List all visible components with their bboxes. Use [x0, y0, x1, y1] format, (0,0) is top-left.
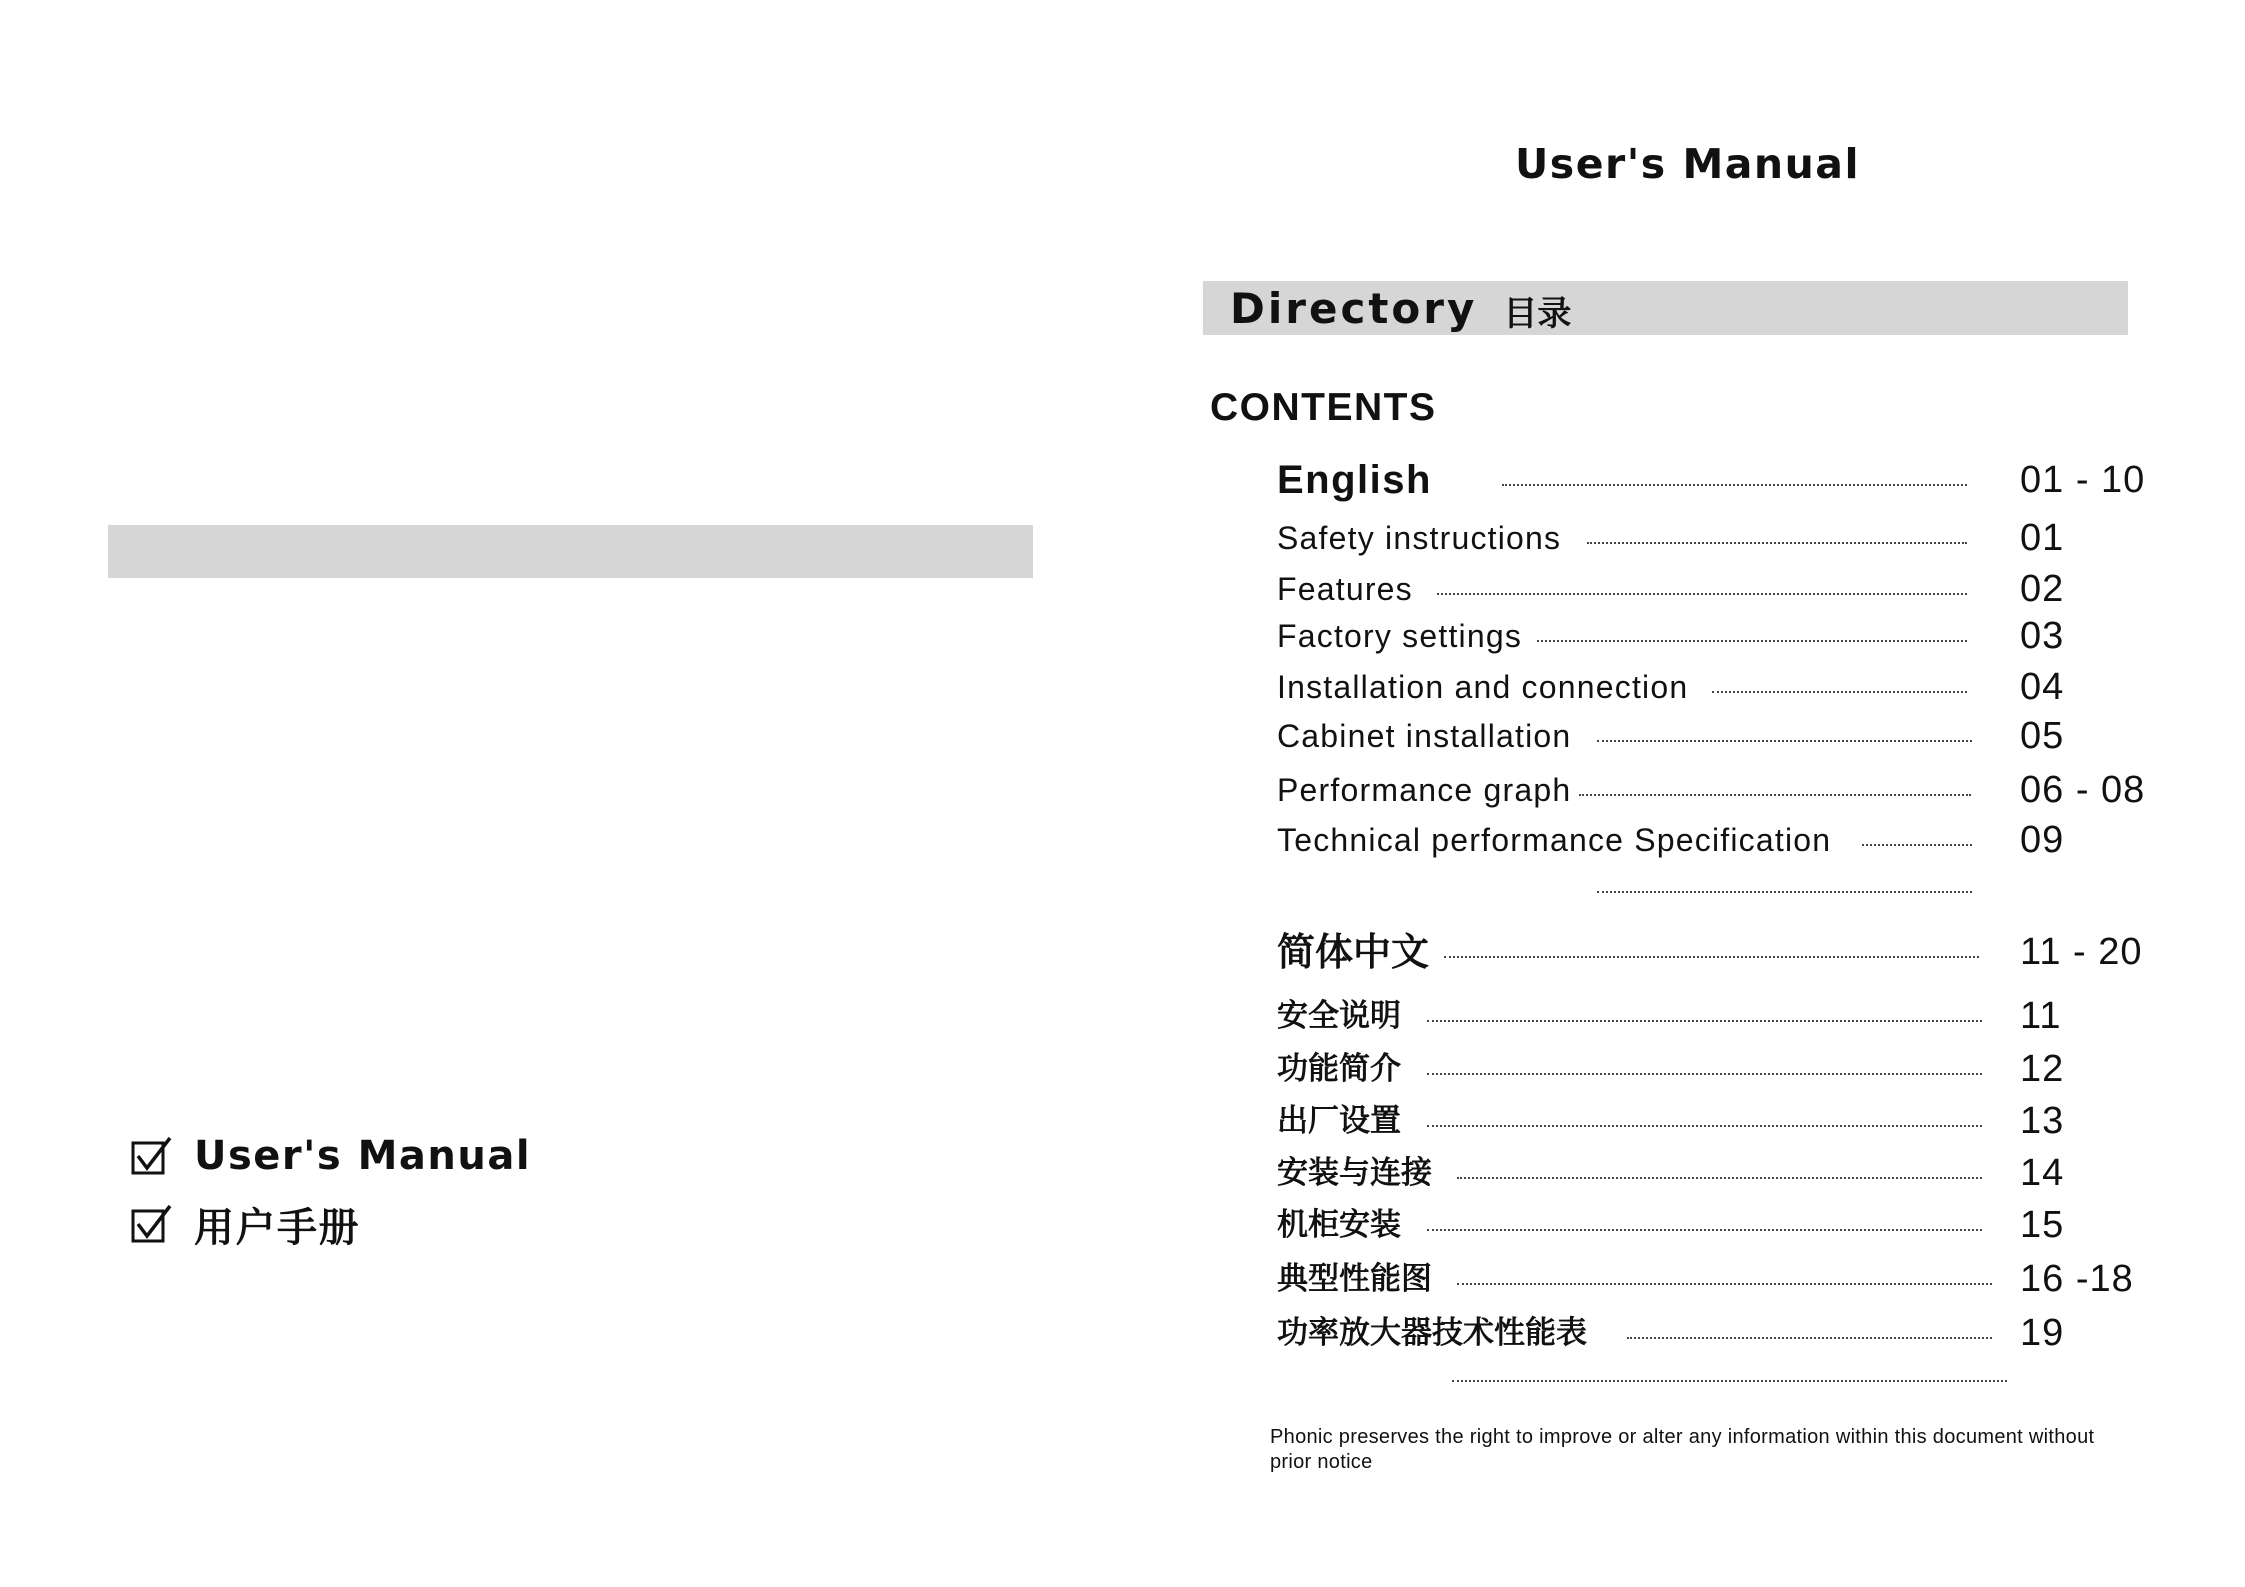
checklist-item-users-manual-zh — [130, 1196, 360, 1252]
toc-title: Performance graph — [1277, 772, 1572, 808]
checklist-label: User's Manual — [194, 1133, 532, 1179]
checkbox-checked-icon — [130, 1202, 174, 1246]
toc-entry-features — [1277, 564, 2157, 614]
toc-page: 12 — [2020, 1048, 2065, 1090]
toc-title: Factory settings — [1277, 618, 1523, 654]
toc-title: Technical performance Specification — [1277, 822, 1832, 858]
toc-entry-cabinet — [1277, 711, 2157, 761]
toc-page: 01 - 10 — [2020, 459, 2146, 501]
dot-leader — [1427, 1125, 1982, 1127]
directory-label-zh: 目录 — [1503, 293, 1572, 334]
checkbox-checked-icon — [130, 1134, 174, 1178]
toc-page: 04 — [2020, 666, 2065, 708]
toc-page: 15 — [2020, 1204, 2065, 1246]
dot-leader — [1862, 844, 1972, 846]
toc-entry-english — [1277, 455, 2157, 505]
dot-leader — [1444, 956, 1979, 958]
toc-page: 01 — [2020, 517, 2065, 559]
toc-entry-zh-factory — [1277, 1096, 2157, 1146]
dot-leader — [1579, 794, 1971, 796]
toc-title: 机柜安装 — [1277, 1207, 1401, 1243]
contents-heading: CONTENTS — [1210, 386, 1437, 429]
toc-entry-performance-graph — [1277, 765, 2157, 815]
disclaimer-notice: Phonic preserves the right to improve or alter any information within this document without prior notice — [1270, 1426, 2095, 1473]
toc-page: 14 — [2020, 1152, 2065, 1194]
toc-title: 简体中文 — [1277, 930, 1430, 974]
dot-leader — [1427, 1020, 1982, 1022]
dot-leader — [1427, 1073, 1982, 1075]
toc-entry-zh-features — [1277, 1044, 2157, 1094]
dot-leader — [1457, 1283, 1992, 1285]
toc-page: 06 - 08 — [2020, 769, 2146, 811]
dot-leader — [1712, 691, 1967, 693]
toc-entry-safety — [1277, 513, 2157, 563]
toc-page: 03 — [2020, 615, 2065, 657]
toc-entry-installation — [1277, 662, 2157, 712]
toc-page: 16 -18 — [2020, 1258, 2134, 1300]
dot-leader — [1597, 891, 1972, 893]
toc-entry-chinese — [1277, 927, 2157, 977]
toc-page: 11 — [2020, 995, 2062, 1037]
dot-leader — [1537, 640, 1967, 642]
toc-title: 典型性能图 — [1277, 1261, 1432, 1297]
toc-entry-zh-performance — [1277, 1254, 2157, 1304]
dot-leader — [1627, 1337, 1992, 1339]
toc-page: 09 — [2020, 819, 2065, 861]
toc-page: 11 - 20 — [2020, 931, 2143, 973]
page-title: User's Manual — [1515, 140, 1861, 188]
dot-leader — [1597, 740, 1972, 742]
toc-entry-zh-installation — [1277, 1148, 2157, 1198]
checklist-label: 用户手册 — [194, 1204, 360, 1251]
dot-leader — [1452, 1380, 2007, 1382]
dot-leader — [1437, 593, 1967, 595]
toc-entry-zh-safety — [1277, 991, 2157, 1041]
toc-title: 功率放大器技术性能表 — [1277, 1315, 1587, 1351]
toc-title: Installation and connection — [1277, 669, 1689, 705]
dot-leader — [1587, 542, 1967, 544]
toc-title: 安全说明 — [1277, 998, 1401, 1034]
toc-title: 安装与连接 — [1277, 1155, 1432, 1191]
dot-leader — [1502, 484, 1967, 486]
toc-page: 19 — [2020, 1312, 2065, 1354]
toc-title: 功能简介 — [1277, 1051, 1401, 1087]
toc-title: English — [1277, 458, 1432, 502]
dot-leader — [1427, 1229, 1982, 1231]
toc-page: 02 — [2020, 568, 2065, 610]
toc-title: Safety instructions — [1277, 520, 1562, 556]
checklist-item-users-manual — [130, 1128, 531, 1184]
toc-entry-tech-spec — [1277, 815, 2157, 865]
toc-entry-zh-cabinet — [1277, 1200, 2157, 1250]
toc-entry-zh-spec — [1277, 1308, 2157, 1358]
toc-page: 05 — [2020, 715, 2065, 757]
directory-heading — [1230, 280, 1571, 336]
toc-title: 出厂设置 — [1277, 1103, 1401, 1139]
toc-entry-factory-settings — [1277, 611, 2157, 661]
dot-leader — [1457, 1177, 1982, 1179]
left-banner-bar — [108, 525, 1033, 578]
toc-page: 13 — [2020, 1100, 2065, 1142]
directory-label: Directory — [1230, 283, 1478, 333]
toc-title: Cabinet installation — [1277, 718, 1572, 754]
toc-title: Features — [1277, 571, 1413, 607]
